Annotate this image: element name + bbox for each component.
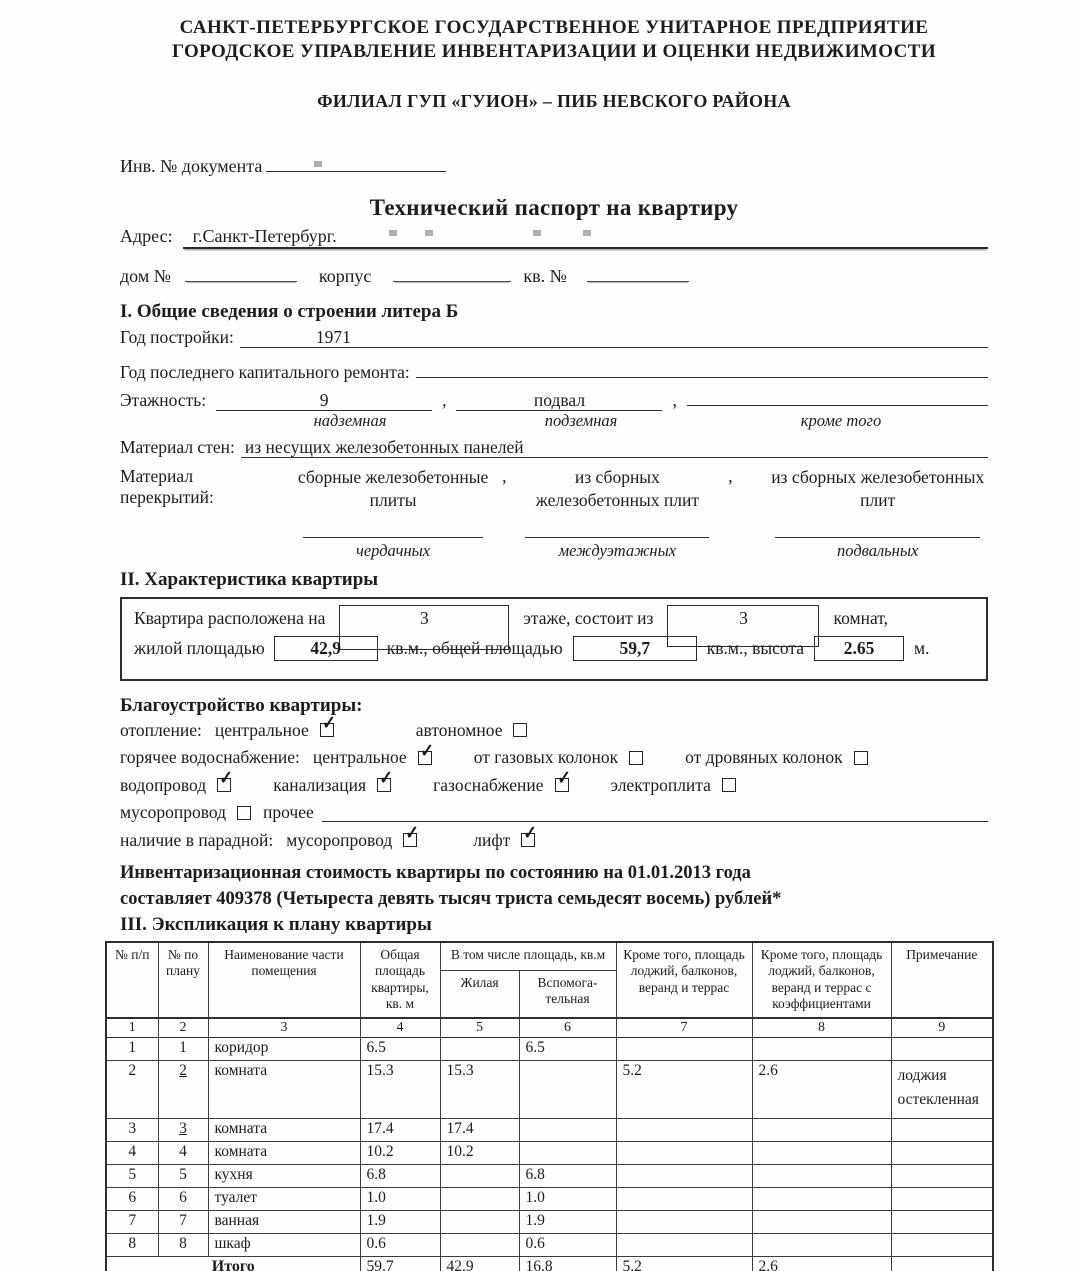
redaction-mark — [314, 161, 322, 167]
section3-heading: III. Экспликация к плану квартиры — [120, 913, 432, 935]
table-cell: 6 — [158, 1188, 208, 1211]
total-cell: 2.6 — [752, 1257, 891, 1271]
last-repair-blank — [416, 357, 988, 378]
column-number: 1 — [106, 1018, 158, 1038]
column-number: 3 — [208, 1018, 360, 1038]
col-header-total-area: Общая площадь квартиры, кв. м — [360, 942, 440, 1018]
table-cell — [891, 1142, 993, 1165]
amenities-heading: Благоустройство квартиры: — [120, 694, 363, 716]
amenity-item — [685, 747, 868, 768]
total-label: Итого — [106, 1257, 360, 1271]
apartment-number-blank — [587, 262, 689, 282]
address-value: г.Санкт-Петербург. — [192, 225, 337, 246]
slab-attic-column — [295, 466, 492, 561]
checkbox-checked[interactable] — [320, 713, 336, 737]
walls-line — [120, 437, 988, 463]
column-number: 4 — [360, 1018, 440, 1038]
table-cell: 7 — [158, 1211, 208, 1234]
total-cell — [891, 1257, 993, 1271]
column-number: 9 — [891, 1018, 993, 1038]
interfloor-label: междуэтажных — [558, 540, 677, 560]
table-body — [106, 1038, 993, 1271]
table-cell: 3 — [158, 1119, 208, 1142]
slab-interfloor-value: из сборных железобетонных плит — [535, 466, 699, 510]
table-cell: 2 — [158, 1061, 208, 1119]
korpus-blank — [393, 262, 511, 282]
below-ground-label: подземная — [544, 410, 618, 430]
table-cell: 6.8 — [519, 1165, 616, 1188]
amenity-line — [120, 713, 988, 745]
table-cell — [616, 1142, 752, 1165]
checkbox-unchecked[interactable] — [629, 751, 643, 765]
table-cell — [891, 1211, 993, 1234]
located-label: Квартира расположена на — [134, 607, 326, 628]
column-number: 8 — [752, 1018, 891, 1038]
table-cell — [891, 1165, 993, 1188]
slab-basement-value: из сборных железобетонных плит — [771, 466, 985, 510]
total-area-value: 59,7 — [619, 637, 651, 658]
table-cell — [519, 1142, 616, 1165]
above-ground-label: надземная — [313, 410, 387, 430]
section1-heading: I. Общие сведения о строении литера Б — [120, 300, 459, 322]
table-cell: 0.6 — [360, 1234, 440, 1257]
amenity-line — [120, 740, 988, 772]
amenity-label: газоснабжение — [433, 774, 544, 795]
amenity-label: мусоропровод — [286, 829, 393, 850]
table-header — [106, 942, 993, 1038]
table-cell — [519, 1061, 616, 1119]
amenity-line — [120, 823, 988, 855]
inventory-number-line — [120, 152, 988, 177]
amenity-item — [473, 823, 538, 851]
table-cell: шкаф — [208, 1234, 360, 1257]
living-area-box — [274, 636, 378, 661]
table-row — [106, 1038, 993, 1061]
org-line-1: САНКТ-ПЕТЕРБУРГСКОЕ ГОСУДАРСТВЕННОЕ УНИТАРНОЕ ПРЕДПРИЯТИЕ — [179, 17, 929, 38]
table-cell — [891, 1038, 993, 1061]
col-header-plan-num: № по плану — [158, 942, 208, 1018]
amenity-item — [312, 740, 434, 768]
column-number: 7 — [616, 1018, 752, 1038]
org-line-2: ГОРОДСКОЕ УПРАВЛЕНИЕ ИНВЕНТАРИЗАЦИИ И ОЦЕНКИ НЕДВИЖИМОСТИ — [171, 41, 937, 63]
table-cell — [616, 1234, 752, 1257]
house-number-label: дом № — [120, 265, 171, 286]
height-value: 2.65 — [843, 637, 875, 658]
check-icon: ✓ — [523, 823, 538, 845]
table-cell: 7 — [106, 1211, 158, 1234]
floors-below-blank — [456, 390, 662, 411]
col-header-including: В том числе площадь, кв.м — [440, 942, 616, 971]
address-line — [120, 226, 988, 249]
meters-label: м. — [914, 637, 930, 658]
table-cell — [440, 1211, 519, 1234]
checkbox-unchecked[interactable] — [722, 778, 736, 792]
consists-label: этаже, состоит из — [523, 607, 654, 628]
section2-heading: II. Характеристика квартиры — [120, 568, 379, 590]
table-cell — [616, 1211, 752, 1234]
table-cell — [440, 1165, 519, 1188]
table-cell — [616, 1038, 752, 1061]
column-number: 2 — [158, 1018, 208, 1038]
amenity-item — [120, 802, 251, 823]
comma: , — [442, 389, 447, 410]
amenity-item — [433, 768, 571, 796]
table-cell: 5 — [106, 1165, 158, 1188]
table-row — [106, 1165, 993, 1188]
table-cell: 17.4 — [440, 1119, 519, 1142]
table-cell: лоджия остекленная — [891, 1061, 993, 1119]
checkbox-unchecked[interactable] — [513, 723, 527, 737]
amenity-label: прочее — [263, 802, 314, 823]
redaction-mark — [583, 230, 591, 236]
table-cell — [752, 1234, 891, 1257]
checkbox-checked[interactable] — [217, 768, 233, 792]
table-cell — [752, 1119, 891, 1142]
amenity-item — [273, 768, 393, 796]
amenity-line — [120, 768, 988, 800]
comma: , — [502, 465, 507, 486]
table-cell: комната — [208, 1061, 360, 1119]
rooms-label: комнат, — [833, 607, 888, 628]
characteristics-row-2 — [134, 636, 974, 661]
amenity-label: водопровод — [120, 774, 207, 795]
floors-label: Этажность: — [120, 389, 207, 410]
col-header-besides: Кроме того, площадь лоджий, балконов, веранд и террас — [616, 942, 752, 1018]
table-row — [106, 1119, 993, 1142]
checkbox-checked[interactable] — [418, 740, 434, 765]
slabs-block — [120, 466, 988, 561]
table-cell: 6.8 — [360, 1165, 440, 1188]
comma: , — [728, 465, 733, 486]
rooms-value: 3 — [739, 607, 748, 628]
slab-attic-value: сборные железобетонные плиты — [297, 466, 489, 510]
amenity-label: от газовых колонок — [473, 747, 619, 768]
column-number: 6 — [519, 1018, 616, 1038]
floors-sublabels — [120, 411, 988, 433]
amenities-list — [120, 713, 988, 855]
total-area-box — [573, 636, 697, 661]
col-header-num: № п/п — [106, 942, 158, 1018]
amenity-label: лифт — [473, 829, 511, 850]
col-header-living: Жилая — [440, 970, 519, 1017]
table-cell: 5 — [158, 1165, 208, 1188]
blank-underline — [322, 803, 988, 822]
table-cell — [616, 1188, 752, 1211]
table-row — [106, 1142, 993, 1165]
amenity-item — [416, 720, 528, 741]
amenity-item — [474, 747, 643, 768]
table-cell: ванная — [208, 1211, 360, 1234]
table-cell — [891, 1234, 993, 1257]
table-cell: 6.5 — [519, 1038, 616, 1061]
page-title: Технический паспорт на квартиру — [369, 194, 739, 220]
height-box — [814, 636, 904, 661]
col-header-besides-coeff: Кроме того, площадь лоджий, балконов, веранд и террас с коэффициентами — [752, 942, 891, 1018]
table-cell — [440, 1234, 519, 1257]
table-cell — [752, 1038, 891, 1061]
checkbox-unchecked[interactable] — [854, 751, 868, 765]
table-cell: 6.5 — [360, 1038, 440, 1061]
inventory-value-paragraph — [120, 860, 988, 913]
inventory-value-line-1: Инвентаризационная стоимость квартиры по состоянию на 01.01.2013 года — [120, 863, 751, 884]
total-cell: 5.2 — [616, 1257, 752, 1271]
amenity-group-label: отопление: — [120, 719, 202, 740]
slab-interfloor-column — [517, 466, 717, 561]
amenity-label: электроплита — [610, 774, 711, 795]
floors-value: 9 — [319, 389, 329, 410]
table-row — [106, 1234, 993, 1257]
check-icon: ✓ — [321, 713, 336, 735]
amenity-label: центральное — [214, 719, 309, 740]
checkbox-checked[interactable] — [521, 823, 538, 847]
amenity-line — [120, 799, 988, 827]
amenity-item — [263, 802, 988, 823]
check-icon: ✓ — [556, 768, 571, 790]
branch-name: ФИЛИАЛ ГУП «ГУИОН» – ПИБ НЕВСКОГО РАЙОНА — [317, 90, 791, 111]
basement-value: подвал — [533, 389, 586, 410]
table-cell — [440, 1038, 519, 1061]
table-cell: комната — [208, 1142, 360, 1165]
inventory-value-line-2: составляет 409378 (Четыреста девять тысяч триста семьдесят восемь) рублей* — [120, 889, 782, 910]
amenity-group-label: горячее водоснабжение: — [120, 747, 300, 768]
korpus-label: корпус — [318, 265, 372, 286]
table-total-row — [106, 1257, 993, 1271]
col-header-auxiliary: Вспомога-тельная — [519, 970, 616, 1017]
comma: , — [672, 389, 677, 410]
slab-basement-column — [767, 466, 988, 561]
amenity-item — [286, 823, 419, 851]
apartment-characteristics-box — [120, 597, 988, 681]
floors-line — [120, 385, 988, 411]
table-cell — [752, 1165, 891, 1188]
check-icon: ✓ — [419, 740, 434, 762]
table-cell — [440, 1188, 519, 1211]
column-numbers-row — [106, 1018, 993, 1038]
living-area-label: жилой площадью — [134, 637, 265, 658]
table-cell — [752, 1211, 891, 1234]
table-cell: 8 — [106, 1234, 158, 1257]
slabs-label: Материал перекрытий: — [120, 465, 214, 507]
checkbox-unchecked[interactable] — [237, 806, 251, 820]
table-cell: 3 — [106, 1119, 158, 1142]
amenity-label: мусоропровод — [120, 802, 226, 823]
table-row — [106, 1061, 993, 1119]
redaction-mark — [389, 230, 397, 236]
organization-header — [120, 16, 988, 65]
checkbox-checked[interactable] — [555, 768, 571, 792]
table-cell: 15.3 — [360, 1061, 440, 1119]
walls-label: Материал стен: — [120, 436, 235, 457]
table-cell — [616, 1119, 752, 1142]
floors-above-blank — [216, 390, 432, 411]
total-area-label: кв.м., общей площадью — [386, 637, 563, 658]
amenity-label: канализация — [273, 774, 367, 795]
table-cell: коридор — [208, 1038, 360, 1061]
amenity-item — [120, 768, 233, 796]
table-cell — [891, 1119, 993, 1142]
walls-blank — [241, 437, 988, 458]
floor-value: 3 — [420, 607, 429, 628]
redaction-mark — [425, 230, 433, 236]
col-header-note: Примечание — [891, 942, 993, 1018]
table-cell: 1.9 — [519, 1211, 616, 1234]
column-number: 5 — [440, 1018, 519, 1038]
redaction-mark — [533, 230, 541, 236]
amenity-label: автономное — [415, 719, 503, 740]
table-cell: 1 — [106, 1038, 158, 1061]
col-header-name: Наименование части помещения — [208, 942, 360, 1018]
amenity-item — [214, 713, 336, 741]
table-cell: 5.2 — [616, 1061, 752, 1119]
floors-besides-blank — [687, 385, 988, 406]
table-cell — [752, 1142, 891, 1165]
inventory-number-blank — [266, 152, 446, 172]
height-label: кв.м., высота — [706, 637, 805, 658]
amenity-label: от дровяных колонок — [685, 747, 843, 768]
table-cell: туалет — [208, 1188, 360, 1211]
table-cell: 6 — [106, 1188, 158, 1211]
table-cell: комната — [208, 1119, 360, 1142]
table-cell: 1 — [158, 1038, 208, 1061]
living-area-value: 42,9 — [310, 637, 342, 658]
inventory-number-label: Инв. № документа — [120, 155, 263, 176]
check-icon: ✓ — [379, 768, 393, 790]
amenity-group-label: наличие в парадной: — [120, 829, 274, 850]
table-cell: 1.0 — [519, 1188, 616, 1211]
check-icon: ✓ — [219, 768, 233, 790]
last-repair-line — [120, 357, 988, 383]
table-cell: 0.6 — [519, 1234, 616, 1257]
address-label: Адрес: — [120, 225, 173, 246]
year-built-value: 1971 — [315, 326, 351, 347]
house-line — [120, 262, 988, 287]
table-cell: 8 — [158, 1234, 208, 1257]
table-cell: 10.2 — [360, 1142, 440, 1165]
table-cell — [891, 1188, 993, 1211]
checkbox-checked[interactable] — [377, 768, 393, 792]
year-built-blank — [240, 327, 988, 348]
attic-label: чердачных — [355, 540, 431, 560]
table-cell: 15.3 — [440, 1061, 519, 1119]
check-icon: ✓ — [405, 823, 419, 845]
basement-label: подвальных — [837, 540, 919, 560]
total-cell: 59.7 — [360, 1257, 440, 1271]
total-cell: 16.8 — [519, 1257, 616, 1271]
table-cell: 2.6 — [752, 1061, 891, 1119]
table-cell: 4 — [106, 1142, 158, 1165]
table-row — [106, 1211, 993, 1234]
table-cell — [616, 1165, 752, 1188]
table-cell: 17.4 — [360, 1119, 440, 1142]
table-cell — [752, 1188, 891, 1211]
total-cell: 42.9 — [440, 1257, 519, 1271]
year-built-line — [120, 327, 988, 353]
besides-label: кроме того — [800, 410, 882, 430]
amenity-label: центральное — [312, 747, 407, 768]
year-built-label: Год постройки: — [120, 326, 234, 347]
table-cell: 1.0 — [360, 1188, 440, 1211]
table-cell — [519, 1119, 616, 1142]
table-cell: 2 — [106, 1061, 158, 1119]
table-cell: 10.2 — [440, 1142, 519, 1165]
walls-value: из несущих железобетонных панелей — [244, 436, 524, 457]
address-blank — [183, 226, 988, 249]
house-number-blank — [185, 262, 297, 282]
table-cell: 4 — [158, 1142, 208, 1165]
apartment-number-label: кв. № — [523, 265, 567, 286]
amenity-item — [611, 775, 736, 796]
last-repair-label: Год последнего капитального ремонта: — [120, 361, 410, 382]
table-cell: кухня — [208, 1165, 360, 1188]
checkbox-checked[interactable] — [403, 823, 419, 847]
table-cell: 1.9 — [360, 1211, 440, 1234]
table-row — [106, 1188, 993, 1211]
explication-table — [105, 941, 994, 1271]
